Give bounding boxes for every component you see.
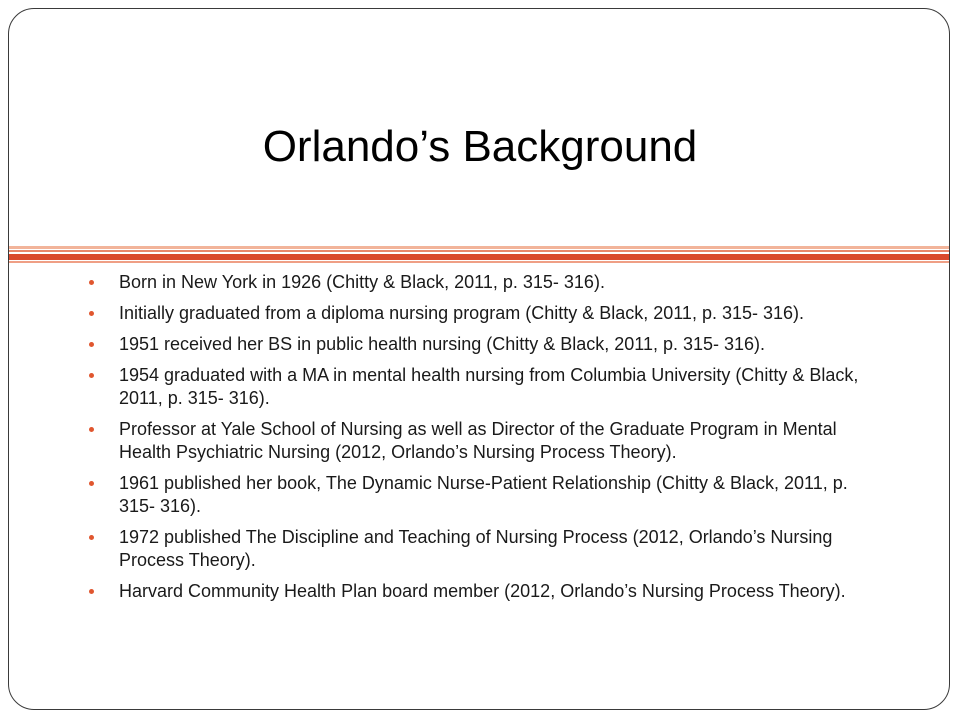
- title-divider-highlight: [9, 246, 950, 249]
- bullet-item-diploma: [87, 302, 887, 325]
- bullet-text: Harvard Community Health Plan board member (2012, Orlando’s Nursing Process Theory).: [119, 581, 846, 601]
- title-divider-main: [9, 254, 950, 260]
- bullet-dot-icon: [89, 589, 94, 594]
- slide-title: Orlando’s Background: [262, 122, 698, 171]
- bullet-text: Professor at Yale School of Nursing as well as Director of the Graduate Program in Mental Health Psychiatric Nursing (2012, Orlando’s Nursing Process Theory).: [119, 419, 837, 462]
- bullet-text: Initially graduated from a diploma nursing program (Chitty & Black, 2011, p. 315- 316).: [119, 303, 805, 323]
- bullet-item-1961-book: [87, 472, 887, 518]
- bullet-text: 1951 received her BS in public health nursing (Chitty & Black, 2011, p. 315- 316).: [119, 334, 766, 354]
- bullet-item-bs-degree: [87, 333, 887, 356]
- bullet-item-1972-book: [87, 526, 887, 572]
- bullet-dot-icon: [89, 280, 94, 285]
- title-divider-lower: [9, 261, 950, 263]
- bullet-item-birth: [87, 271, 887, 294]
- title-divider-upper: [9, 250, 950, 252]
- bullet-list: [87, 271, 887, 611]
- bullet-text: Born in New York in 1926 (Chitty & Black, 2011, p. 315- 316).: [119, 272, 605, 292]
- bullet-dot-icon: [89, 535, 94, 540]
- bullet-text: 1972 published The Discipline and Teaching of Nursing Process (2012, Orlando’s Nursing Process Theory).: [119, 527, 833, 570]
- bullet-dot-icon: [89, 342, 94, 347]
- bullet-item-yale-professor: [87, 418, 887, 464]
- bullet-text: 1954 graduated with a MA in mental health nursing from Columbia University (Chitty & Black, 2011, p. 315- 316).: [119, 365, 859, 408]
- bullet-item-harvard-board: [87, 580, 887, 603]
- bullet-text: 1961 published her book, The Dynamic Nurse-Patient Relationship (Chitty & Black, 2011, p. 315- 316).: [119, 473, 848, 516]
- bullet-dot-icon: [89, 481, 94, 486]
- bullet-dot-icon: [89, 427, 94, 432]
- slide: [8, 8, 950, 710]
- bullet-dot-icon: [89, 373, 94, 378]
- bullet-item-ma-degree: [87, 364, 887, 410]
- bullet-dot-icon: [89, 311, 94, 316]
